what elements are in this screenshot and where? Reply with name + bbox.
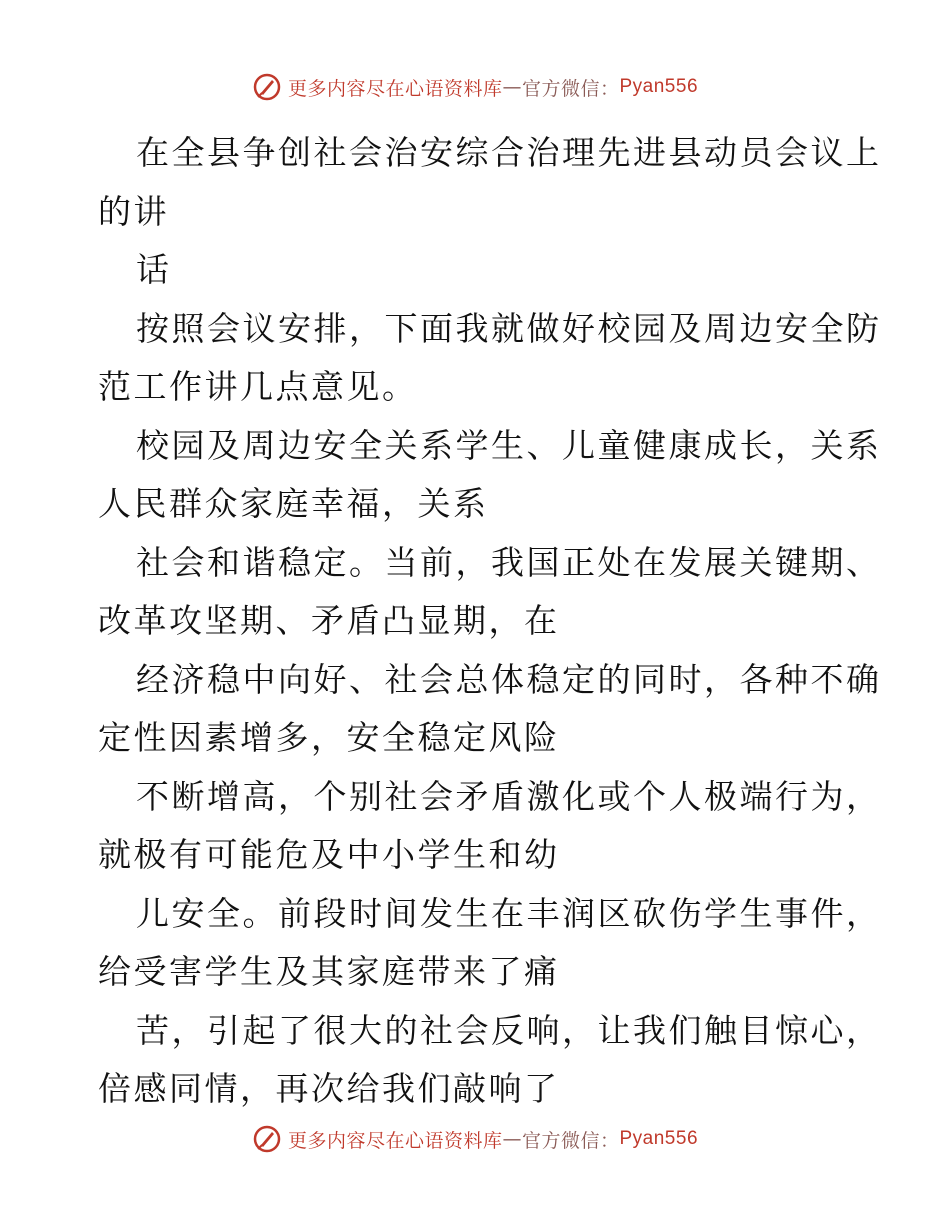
watermark-sub-text: 官方微信：: [521, 1129, 620, 1152]
watermark-main-text: 更多内容尽在心语资料库: [287, 1129, 503, 1152]
text-line: 话: [136, 250, 172, 289]
text-line: 就极有可能危及中小学生和幼: [98, 835, 560, 874]
watermark-separator: —: [502, 76, 522, 98]
text-line: 改革攻坚期、矛盾凸显期，在: [98, 601, 560, 640]
text-line: 人民群众家庭幸福，关系: [98, 484, 489, 523]
text-line: 给受害学生及其家庭带来了痛: [98, 952, 560, 991]
text-line: 校园及周边安全关系学生、儿童健康成长，关系: [136, 425, 882, 465]
watermark-main-text: 更多内容尽在心语资料库: [287, 77, 503, 100]
watermark-wechat-id: Pyan556: [619, 1128, 699, 1149]
quill-logo-icon: [252, 72, 282, 102]
footer-watermark: [0, 1124, 950, 1154]
text-line: 倍感同情，再次给我们敲响了: [98, 1069, 560, 1108]
text-line: 经济稳中向好、社会总体稳定的同时，各种不确: [136, 659, 882, 699]
watermark-sub-text: 官方微信：: [521, 77, 620, 100]
watermark-wechat-id: Pyan556: [619, 76, 699, 97]
text-line: 不断增高，个别社会矛盾激化或个人极端行为，: [136, 776, 882, 816]
text-line: 定性因素增多，安全稳定风险: [98, 718, 560, 757]
text-line: 苦，引起了很大的社会反响，让我们触目惊心，: [136, 1010, 882, 1050]
text-line: 按照会议安排，下面我就做好校园及周边安全防: [136, 308, 882, 348]
text-line: 的讲: [98, 191, 169, 231]
watermark-separator: —: [502, 1128, 522, 1150]
text-line: 社会和谐稳定。当前，我国正处在发展关键期、: [136, 542, 882, 582]
text-line: 儿安全。前段时间发生在丰润区砍伤学生事件，: [136, 893, 882, 933]
document-body: [98, 124, 882, 1119]
quill-logo-icon: [252, 1124, 282, 1154]
text-line: 在全县争创社会治安综合治理先进县动员会议上: [136, 133, 882, 172]
text-line: 范工作讲几点意见。: [98, 367, 418, 406]
header-watermark: [0, 72, 950, 102]
